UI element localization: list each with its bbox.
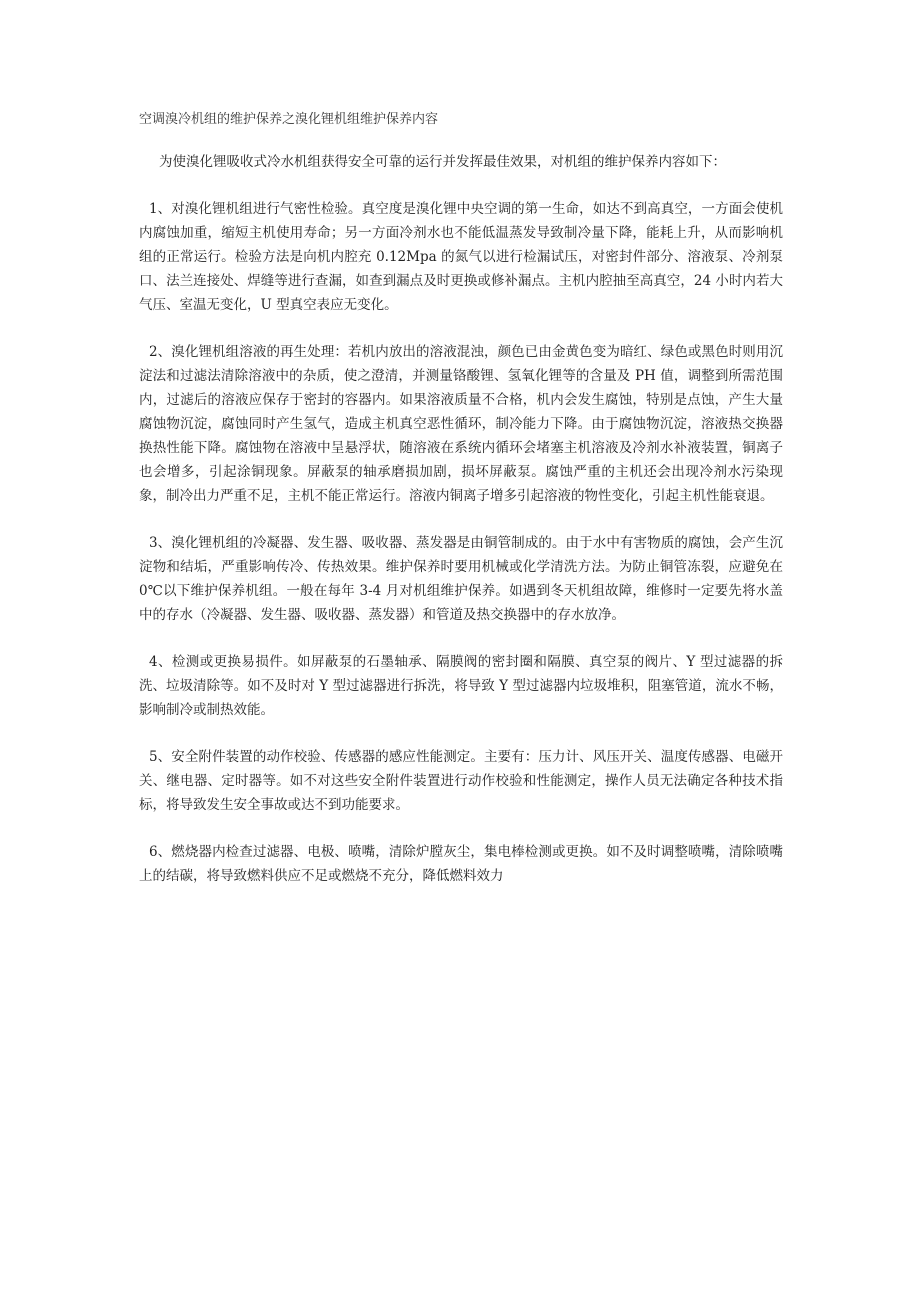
section-1-paragraph: 1、对溴化锂机组进行气密性检验。真空度是溴化锂中央空调的第一生命，如达不到高真空，一方面会使机内腐蚀加重，缩短主机使用寿命；另一方面冷剂水也不能低温蒸发导致制冷量下降，能耗上升，从而影响机组的正常运行。检验方法是向机内腔充 0.12Mpa 的氮气以进行检漏试压，对密封件部分、溶液泵、冷剂泵口、法兰连接处、焊缝等进行查漏，如查到漏点及时更换或修补漏点。主机内腔抽至高真空，24 小时内若大气压、室温无变化，U 型真空表应无变化。 bbox=[139, 201, 783, 313]
document-title: 空调溴冷机组的维护保养之溴化锂机组维护保养内容 bbox=[139, 112, 439, 127]
section-2-paragraph: 2、溴化锂机组溶液的再生处理：若机内放出的溶液混浊，颜色已由金黄色变为暗红、绿色或黑色时则用沉淀法和过滤法清除溶液中的杂质，使之澄清，并测量铬酸锂、氢氧化锂等的含量及 PH 值，调整到所需范围内，过滤后的溶液应保存于密封的容器内。如果溶液质量不合格，机内会发生腐蚀，特别是点蚀，产生大量腐蚀物沉淀，腐蚀同时产生氢气，造成主机真空恶性循环，制冷能力下降。由于腐蚀物沉淀，溶液热交换器换热性能下降。腐蚀物在溶液中呈悬浮状，随溶液在系统内循环会堵塞主机溶液及冷剂水补液装置，铜离子也会增多，引起涂铜现象。屏蔽泵的轴承磨损加剧，损坏屏蔽泵。腐蚀严重的主机还会出现冷剂水污染现象，制冷出力严重不足，主机不能正常运行。溶液内铜离子增多引起溶液的物性变化，引起主机性能衰退。 bbox=[139, 344, 783, 504]
section-6-paragraph: 6、燃烧器内检查过滤器、电极、喷嘴，清除炉膛灰尘，集电棒检测或更换。如不及时调整喷嘴，清除喷嘴上的结碳，将导致燃料供应不足或燃烧不充分，降低燃料效力 bbox=[139, 844, 783, 884]
document-page bbox=[139, 110, 783, 911]
section-5-paragraph: 5、安全附件装置的动作校验、传感器的感应性能测定。主要有：压力计、风压开关、温度传感器、电磁开关、继电器、定时器等。如不对这些安全附件装置进行动作校验和性能测定，操作人员无法确定各种技术指标，将导致发生安全事故或达不到功能要求。 bbox=[139, 749, 783, 813]
section-3-paragraph: 3、溴化锂机组的冷凝器、发生器、吸收器、蒸发器是由铜管制成的。由于水中有害物质的腐蚀，会产生沉淀物和结垢，严重影响传冷、传热效果。维护保养时要用机械或化学清洗方法。为防止铜管冻裂，应避免在 0℃以下维护保养机组。一般在每年 3-4 月对机组维护保养。如遇到冬天机组故障，维修时一定要先将水盖中的存水（冷凝器、发生器、吸收器、蒸发器）和管道及热交换器中的存水放净。 bbox=[139, 535, 783, 623]
intro-paragraph: 为使溴化锂吸收式冷水机组获得安全可靠的运行并发挥最佳效果，对机组的维护保养内容如下： bbox=[159, 154, 726, 170]
section-4-paragraph: 4、检测或更换易损件。如屏蔽泵的石墨轴承、隔膜阀的密封圈和隔膜、真空泵的阀片、Y 型过滤器的拆洗、垃圾清除等。如不及时对 Y 型过滤器进行拆洗，将导致 Y 型过滤器内垃圾堆积，阻塞管道，流水不畅，影响制冷或制热效能。 bbox=[139, 654, 783, 718]
